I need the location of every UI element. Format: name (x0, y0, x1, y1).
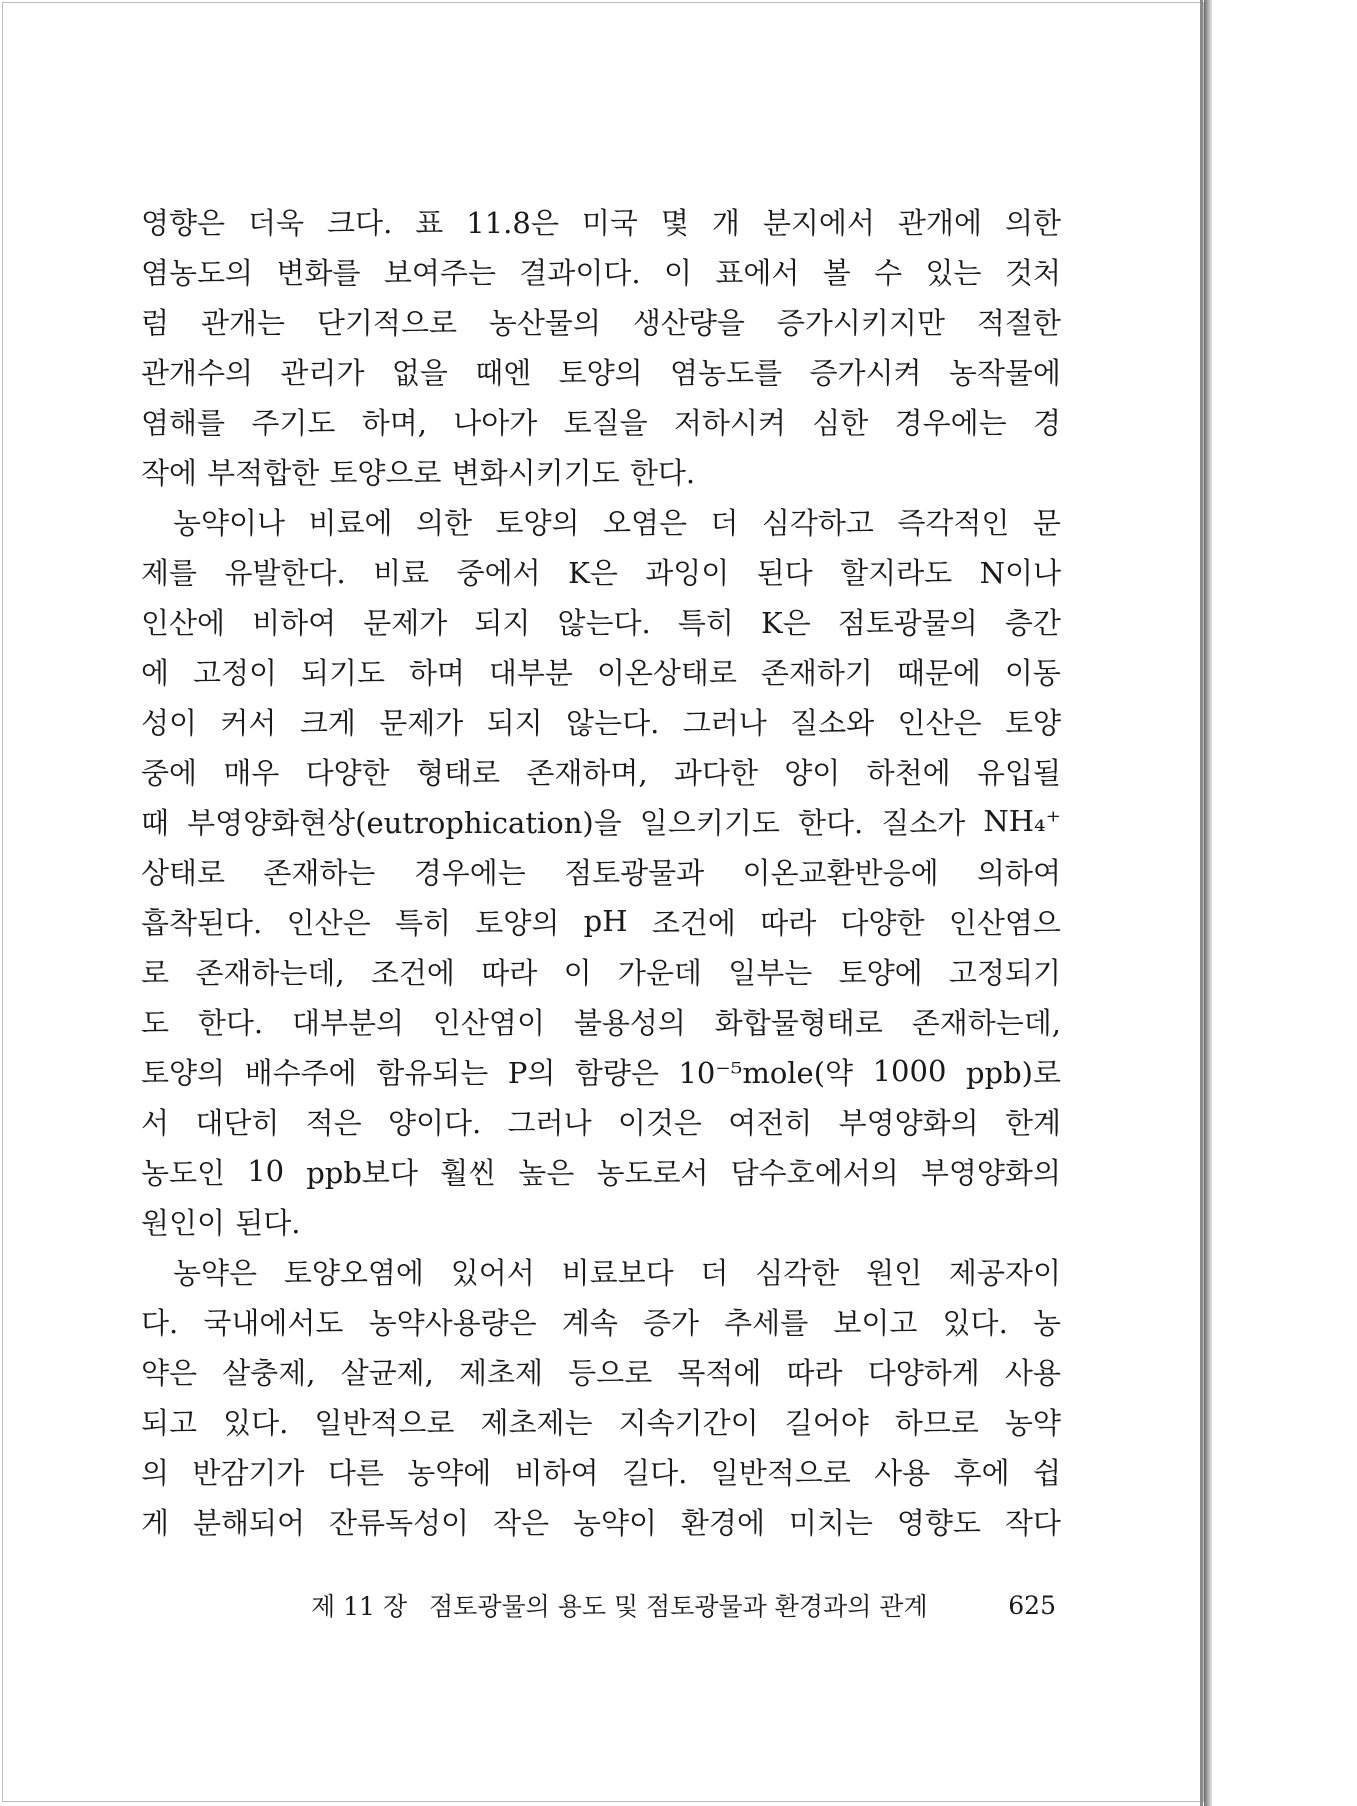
text-word: 목적에 (677, 1355, 762, 1390)
text-word: 경 (1032, 405, 1061, 440)
text-word: 대부분 (488, 655, 573, 690)
book-page (2, 2, 1204, 1802)
text-word: 몇 (660, 205, 689, 240)
text-line (141, 999, 1061, 1043)
text-word: 오염은 (602, 505, 687, 540)
text-word: 일반적으로 (314, 1405, 455, 1440)
text-word: 부적합한 (207, 455, 320, 490)
text-word: 반감기가 (192, 1455, 305, 1490)
text-word: 인산에 (141, 605, 226, 640)
text-word: 질소가 (881, 805, 966, 840)
text-word: 특히 (394, 905, 451, 940)
text-word: 성이 (141, 705, 198, 740)
text-word: 심각하고 (761, 505, 874, 540)
text-word: 농작물에 (948, 355, 1061, 390)
text-word: 분해되어 (192, 1505, 306, 1540)
text-word: 길어야 (784, 1405, 869, 1440)
text-word: 비료보다 (561, 1255, 674, 1290)
text-word: 길다. (622, 1455, 688, 1490)
text-word: 토양에 (838, 955, 923, 990)
text-word: 하천에 (866, 755, 951, 790)
text-line (141, 499, 1061, 543)
text-word: 이온상태로 (596, 655, 737, 690)
text-word: 사용 (1004, 1355, 1061, 1390)
text-word: 영향은 (141, 205, 226, 240)
text-line (141, 549, 1061, 593)
text-word: 부영양화현상(eutrophication)을 (187, 805, 622, 840)
text-word: 그러나 (507, 1105, 592, 1140)
text-word: 10 (247, 1154, 285, 1188)
chapter-number: 제 11 장 (311, 1592, 408, 1621)
text-word: N이나 (979, 555, 1061, 590)
text-word: 변화시키기도 (451, 455, 620, 490)
text-line (141, 1449, 1061, 1493)
text-word: 않는다. (566, 705, 660, 740)
text-word: 저하시켜 (673, 405, 786, 440)
text-word: 염농도를 (670, 355, 783, 390)
text-word: 문제가 (379, 705, 464, 740)
text-word: 의 (141, 1455, 170, 1490)
text-word: 도 (141, 1005, 170, 1040)
text-word: 때 (141, 805, 170, 840)
text-word: 더 (710, 505, 739, 540)
text-word: 층간 (1004, 605, 1061, 640)
page-edge (1200, 0, 1203, 1806)
text-word: 하며 (408, 655, 465, 690)
text-word: 높은 (518, 1155, 575, 1190)
text-word: 과다한 (673, 755, 758, 790)
text-word: 따라 (786, 1355, 843, 1390)
text-word: 럼 (141, 305, 170, 340)
text-word: 비하여 (252, 605, 337, 640)
text-word: 할지라도 (840, 555, 953, 590)
text-word: 비료에 (308, 505, 393, 540)
text-word: 인산염으 (948, 905, 1061, 940)
text-word: 여전히 (728, 1105, 813, 1140)
text-line (141, 1349, 1061, 1393)
text-word: 토양의 (495, 505, 580, 540)
text-word: 원인이 (141, 1205, 226, 1240)
text-word: 다양한 (305, 755, 390, 790)
text-word: 표에서 (715, 255, 800, 290)
text-word: 심한 (812, 405, 869, 440)
text-word: 농약이 (572, 1505, 657, 1540)
chapter-title: 점토광물의 용도 및 점토광물과 환경과의 관계 (429, 1592, 928, 1621)
text-word: 유발한다. (224, 555, 346, 590)
text-word: 이것은 (617, 1105, 702, 1140)
text-word: 고정이 (192, 655, 277, 690)
text-line (141, 199, 1061, 243)
text-word: 즉각적인 (897, 505, 1010, 540)
text-word: 담수호에서의 (730, 1155, 899, 1190)
page-edge-shadow (1204, 0, 1212, 1806)
text-word: 1000 (872, 1054, 947, 1088)
text-word: 더욱 (248, 205, 305, 240)
text-word: 있다. (942, 1305, 1008, 1340)
text-word: 때문에 (896, 655, 981, 690)
text-word: 대단히 (195, 1105, 280, 1140)
text-line (141, 749, 1061, 793)
text-word: 관개수의 (141, 355, 254, 390)
text-word: 조건에 (370, 955, 455, 990)
text-word: 인산은 (897, 705, 982, 740)
text-line (141, 299, 1061, 343)
text-word: 미치는 (788, 1505, 873, 1540)
text-word: 존재하는데, (195, 955, 345, 990)
text-word: 것처 (1004, 255, 1061, 290)
text-word: 농도인 (141, 1155, 226, 1190)
text-word: 커서 (220, 705, 277, 740)
text-word: 이동 (1004, 655, 1061, 690)
text-word: 주기도 (251, 405, 336, 440)
text-word: 한다. (197, 1005, 264, 1040)
text-word: 부영양화의 (920, 1155, 1061, 1190)
text-word: 분지에서 (762, 205, 875, 240)
text-word: 작다 (1004, 1505, 1061, 1540)
text-word: 작은 (492, 1505, 549, 1540)
text-word: 토양오염에 (283, 1255, 424, 1290)
text-word: 증가 (643, 1305, 700, 1340)
text-word: 살균제, (340, 1355, 434, 1390)
text-word: 상태로 (141, 855, 226, 890)
text-word: 않는다. (557, 605, 651, 640)
text-word: 고정되기 (948, 955, 1061, 990)
text-word: 농산물의 (488, 305, 601, 340)
text-line (141, 249, 1061, 293)
text-word: K은 (760, 605, 811, 640)
text-word: 배수주에 (244, 1055, 357, 1090)
text-line (141, 349, 1061, 393)
text-word: 크게 (299, 705, 356, 740)
text-word: 농약사용량은 (368, 1305, 537, 1340)
text-word: 토양의 (558, 355, 643, 390)
text-word: 따라 (481, 955, 538, 990)
text-word: 보이고 (833, 1305, 918, 1340)
text-word: 특히 (677, 605, 734, 640)
text-word: 다. (141, 1305, 179, 1340)
text-word: 토양으로 (329, 455, 442, 490)
text-word: 된다 (756, 555, 813, 590)
text-word: 관개에 (897, 205, 982, 240)
text-word: 영향도 (896, 1505, 981, 1540)
text-word: 과잉이 (645, 555, 730, 590)
text-word: 작에 (141, 455, 198, 490)
running-footer (311, 1583, 1056, 1627)
text-word: 다양한 (840, 905, 925, 940)
text-word: 양이다. (387, 1105, 482, 1140)
text-word: 조건에 (651, 905, 736, 940)
text-word: 염해를 (141, 405, 226, 440)
text-word: 되지 (486, 705, 543, 740)
text-word: 살충제, (222, 1355, 316, 1390)
text-word: 서 (141, 1105, 170, 1140)
text-word: 유입될 (976, 755, 1061, 790)
text-word: 계속 (561, 1305, 618, 1340)
text-word: 의하여 (976, 855, 1061, 890)
text-word: 제초제는 (480, 1405, 593, 1440)
text-word: 불용성의 (573, 1005, 686, 1040)
text-word: 존재하는데, (911, 1005, 1061, 1040)
text-word: 중에 (141, 755, 198, 790)
page-number: 625 (1008, 1590, 1056, 1620)
text-word: 대부분의 (291, 1005, 405, 1040)
text-word: 지속기간이 (618, 1405, 759, 1440)
text-word: 후에 (953, 1455, 1010, 1490)
text-word: 함유되는 (376, 1055, 489, 1090)
text-line (141, 399, 1061, 443)
text-word: 문제가 (363, 605, 448, 640)
text-word: 된다. (235, 1205, 301, 1240)
text-word: NH₄⁺ (983, 804, 1061, 838)
text-line (141, 1399, 1061, 1443)
text-word: 다양하게 (867, 1355, 980, 1390)
text-word: ppb보다 (306, 1155, 418, 1190)
text-word: 부영양화의 (838, 1105, 979, 1140)
text-word: 농약은 (173, 1255, 258, 1290)
text-word: 한다. (629, 455, 696, 490)
text-word: 되고 (141, 1405, 198, 1440)
text-word: 농약에 (407, 1455, 492, 1490)
text-word: 생산량을 (632, 305, 745, 340)
text-word: 크다. (327, 205, 393, 240)
text-line (141, 1249, 1061, 1293)
text-word: 화합물형태로 (714, 1005, 883, 1040)
text-word: 제공자이 (948, 1255, 1061, 1290)
text-line (141, 599, 1061, 643)
text-word: 하므로 (894, 1405, 979, 1440)
text-word: 농 (1032, 1305, 1061, 1340)
text-word: 농약이나 (173, 505, 286, 540)
text-word: 흡착된다. (141, 905, 263, 940)
text-word: K은 (568, 555, 618, 590)
text-word: 일으키기도 (639, 805, 780, 840)
text-word: 10⁻⁵mole(약 (678, 1055, 854, 1090)
text-word: 다른 (327, 1455, 384, 1490)
text-word: 보여주는 (383, 255, 496, 290)
text-word: 존재하며, (526, 755, 648, 790)
text-line (141, 799, 1061, 843)
text-word: 추세를 (724, 1305, 809, 1340)
text-word: 게 (141, 1505, 170, 1540)
text-word: 인산염이 (432, 1005, 545, 1040)
text-word: 양이 (784, 755, 841, 790)
text-word: 경우에는 (894, 405, 1007, 440)
text-line (141, 699, 1061, 743)
text-line (141, 899, 1061, 943)
text-word: 에 (141, 655, 170, 690)
text-line (141, 1199, 1061, 1243)
text-word: 존재하는 (263, 855, 376, 890)
text-word: 점토광물과 (564, 855, 705, 890)
text-word: 농도로서 (596, 1155, 709, 1190)
text-word: 함량은 (574, 1055, 659, 1090)
text-line (141, 1149, 1061, 1193)
text-word: 때엔 (475, 355, 532, 390)
text-word: 사용 (874, 1455, 931, 1490)
text-line (141, 449, 1061, 493)
text-line (141, 1099, 1061, 1143)
text-word: 관리가 (280, 355, 365, 390)
text-word: 농약 (1004, 1405, 1061, 1440)
text-word: 따라 (760, 905, 817, 940)
text-line (141, 1299, 1061, 1343)
text-word: 문 (1032, 505, 1061, 540)
text-word: 경우에는 (413, 855, 526, 890)
text-word: 염농도의 (141, 255, 254, 290)
text-word: 이온교환반응에 (742, 855, 939, 890)
text-word: 점토광물의 (837, 605, 978, 640)
text-word: 토질을 (563, 405, 648, 440)
text-word: 인산은 (286, 905, 371, 940)
text-word: 없을 (391, 355, 448, 390)
text-word: ppb)로 (965, 1055, 1061, 1090)
text-word: 표 (415, 205, 444, 240)
text-word: 되기도 (300, 655, 385, 690)
text-word: 형태로 (416, 755, 501, 790)
text-word: 일반적으로 (710, 1455, 851, 1490)
text-word: 단기적으로 (316, 305, 457, 340)
text-word: 나아가 (453, 405, 538, 440)
text-word: 로 (141, 955, 170, 990)
text-word: 변화를 (276, 255, 361, 290)
text-word: 있는 (925, 255, 982, 290)
text-word: 더 (700, 1255, 729, 1290)
text-word: 적절한 (976, 305, 1061, 340)
text-word: 비료 (373, 555, 430, 590)
text-word: 볼 (822, 255, 851, 290)
text-word: 개 (711, 205, 740, 240)
text-word: 가운데 (617, 955, 702, 990)
text-word: 심각한 (755, 1255, 840, 1290)
text-word: pH (583, 904, 628, 938)
text-word: 중에서 (456, 555, 541, 590)
text-word: 제초제 (458, 1355, 544, 1390)
text-line (141, 649, 1061, 693)
text-word: 의한 (415, 505, 473, 540)
text-word: 미국 (581, 205, 638, 240)
text-word: 있어서 (450, 1255, 535, 1290)
text-word: 의한 (1004, 205, 1061, 240)
text-line (141, 1049, 1061, 1093)
text-word: 존재하기 (760, 655, 873, 690)
text-word: 토양의 (141, 1055, 226, 1090)
text-word: 잔류독성이 (328, 1505, 470, 1540)
text-word: 이 (663, 255, 692, 290)
text-word: 약은 (141, 1355, 198, 1390)
text-word: 일부는 (728, 955, 813, 990)
text-word: 증가시켜 (809, 355, 922, 390)
text-word: 되지 (474, 605, 531, 640)
text-word: 질소와 (790, 705, 875, 740)
text-word: 증가시키지만 (776, 305, 945, 340)
text-word: 수 (874, 255, 903, 290)
text-word: 관개는 (200, 305, 285, 340)
text-word: 토양 (1004, 705, 1061, 740)
text-word: 원인 (866, 1255, 923, 1290)
text-word: 제를 (141, 555, 198, 590)
text-line (141, 949, 1061, 993)
text-word: 한계 (1004, 1105, 1061, 1140)
text-word: 매우 (223, 755, 280, 790)
text-word: 그러나 (682, 705, 767, 740)
text-word: 쉽 (1032, 1455, 1061, 1490)
text-word: 훨씬 (440, 1155, 497, 1190)
text-word: 이 (563, 955, 592, 990)
text-word: 결과이다. (519, 255, 641, 290)
text-word: 적은 (305, 1105, 362, 1140)
text-word: 토양의 (475, 905, 560, 940)
text-line (141, 849, 1061, 893)
text-word: 등으로 (568, 1355, 653, 1390)
text-word: P의 (507, 1055, 556, 1090)
text-word: 국내에서도 (203, 1305, 344, 1340)
text-word: 비하여 (514, 1455, 599, 1490)
text-word: 있다. (223, 1405, 289, 1440)
text-line (141, 1499, 1061, 1543)
text-word: 환경에 (680, 1505, 765, 1540)
text-word: 하며, (361, 405, 427, 440)
text-word: 11.8은 (466, 205, 559, 240)
text-word: 한다. (797, 805, 864, 840)
